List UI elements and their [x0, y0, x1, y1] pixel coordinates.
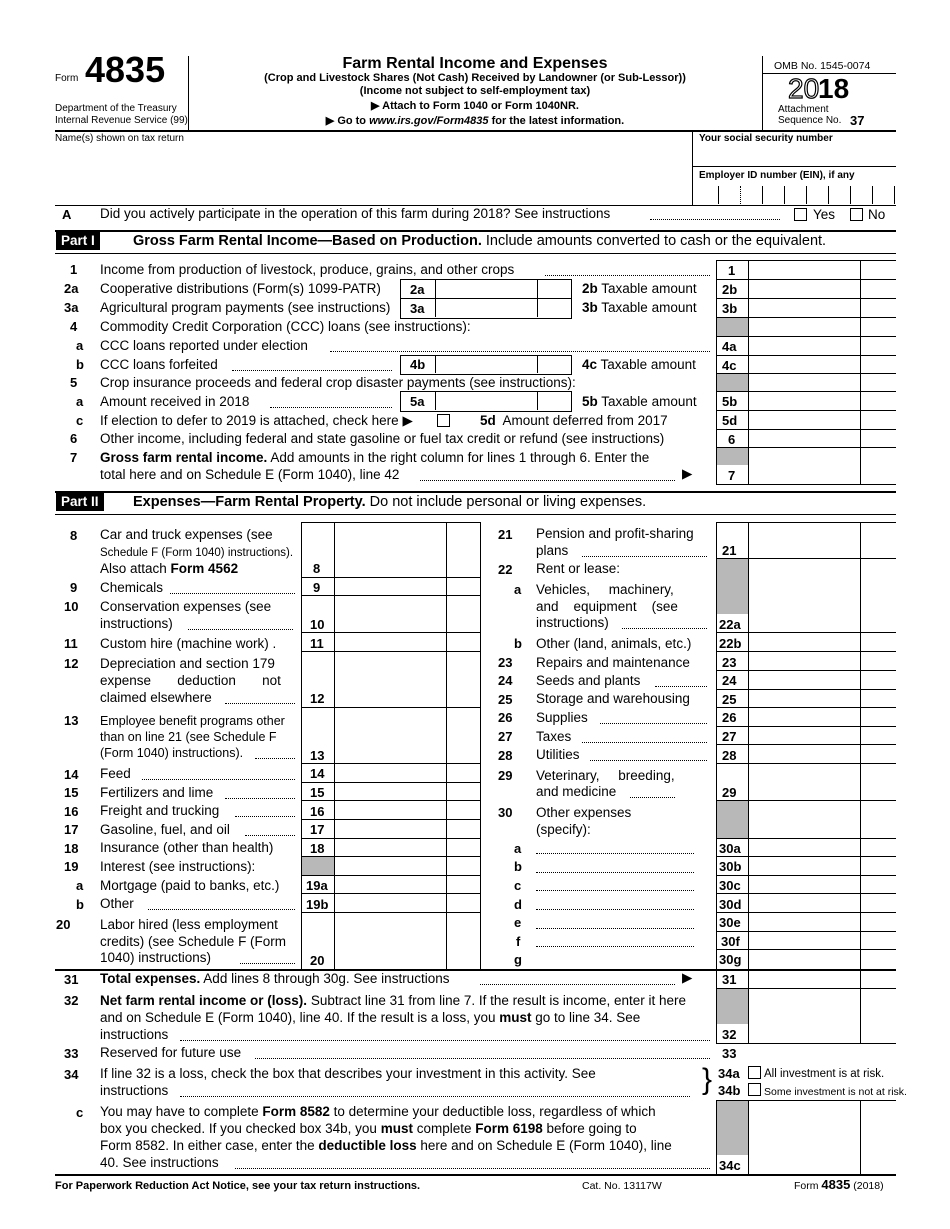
part2-title: Expenses—Farm Rental Property. Do not include personal or living expenses. — [133, 494, 647, 510]
tax-year-suffix: 18 — [818, 73, 850, 104]
line-2b-amount[interactable] — [750, 280, 859, 297]
line-30a-amount[interactable] — [750, 839, 859, 855]
line-3b-amount[interactable] — [750, 299, 859, 316]
line-32-amount[interactable] — [750, 989, 859, 1042]
line-29-text-1: Veterinary, breeding, — [536, 768, 675, 783]
line-23-num: 23 — [498, 655, 513, 670]
line-3a-amount[interactable] — [437, 299, 536, 316]
line-34c-text-1: You may have to complete Form 8582 to determine your deductible loss, regardless of which — [100, 1104, 656, 1119]
line-22-text: Rent or lease: — [536, 561, 621, 576]
line-34b-label: Some investment is not at risk. — [764, 1086, 907, 1098]
line-4a-num: a — [76, 338, 84, 353]
sequence-label: Sequence No. — [778, 115, 842, 126]
line-32-text-2: and on Schedule E (Form 1040), line 40. If the result is a loss, you must go to line 34. See — [100, 1010, 641, 1025]
line-30g-num: g — [514, 952, 522, 967]
line-15-text: Fertilizers and lime — [100, 785, 214, 800]
box-5d: 5d — [722, 413, 738, 428]
line-12-text-3: claimed elsewhere — [100, 690, 212, 705]
no-checkbox[interactable] — [850, 208, 863, 221]
line-29-text-2: and medicine — [536, 784, 617, 799]
footer-cat-number: Cat. No. 13117W — [582, 1180, 662, 1192]
footer-paperwork-notice: For Paperwork Reduction Act Notice, see your tax return instructions. — [55, 1180, 421, 1192]
goto-instruction: ▶ Go to www.irs.gov/Form4835 for the latest information. — [325, 115, 625, 127]
line-14-num: 14 — [64, 767, 79, 782]
line-29-amount[interactable] — [750, 764, 859, 799]
line-5a-amount[interactable] — [437, 392, 536, 409]
line-17-text: Gasoline, fuel, and oil — [100, 822, 230, 837]
box-25: 25 — [722, 692, 737, 707]
line-4c-label: 4c Taxable amount — [582, 357, 696, 372]
question-a-text: Did you actively participate in the operation of this farm during 2018? See instructions — [100, 206, 611, 221]
line-16-amount[interactable] — [336, 801, 445, 818]
line-20-num: 20 — [56, 917, 71, 932]
line-30d-amount[interactable] — [750, 894, 859, 911]
line-30c-amount[interactable] — [750, 876, 859, 892]
line-5d-amount[interactable] — [750, 411, 859, 428]
box-13: 13 — [310, 748, 325, 763]
line-10-text-2: instructions) — [100, 616, 173, 631]
box-10: 10 — [310, 617, 325, 632]
line-20-text-2: credits) (see Schedule F (Form — [100, 934, 287, 949]
line-22a-text-3: instructions) — [536, 615, 609, 630]
line-19b-num: b — [76, 897, 84, 912]
box-30b: 30b — [719, 859, 742, 874]
line-26-text: Supplies — [536, 710, 588, 725]
box-21: 21 — [722, 543, 737, 558]
line-1-num: 1 — [70, 262, 78, 277]
box-24: 24 — [722, 673, 737, 688]
box-33: 33 — [722, 1046, 737, 1061]
line-1-amount[interactable] — [750, 261, 859, 278]
box-34b: 34b — [718, 1083, 741, 1098]
line-10-amount[interactable] — [336, 596, 445, 631]
line-18-amount[interactable] — [336, 839, 445, 855]
line-22b-text: Other (land, animals, etc.) — [536, 636, 692, 651]
line-22-num: 22 — [498, 562, 513, 577]
line-3b-label: 3b Taxable amount — [582, 300, 697, 315]
form-subtitle-1: (Crop and Livestock Shares (Not Cash) Received by Landowner (or Sub-Lessor)) — [264, 72, 686, 84]
line-4b-num: b — [76, 357, 84, 372]
line-19-text: Interest (see instructions): — [100, 859, 256, 874]
line-30a-specify[interactable] — [536, 853, 694, 854]
line-21-text-2: plans — [536, 543, 569, 558]
line-34a-label: All investment is at risk. — [764, 1068, 885, 1080]
line-10-text-1: Conservation expenses (see — [100, 599, 272, 614]
line-20-text-1: Labor hired (less employment — [100, 917, 278, 932]
line-30b-specify[interactable] — [536, 872, 694, 873]
line-34-brace: } — [702, 1063, 713, 1096]
line-3a-text: Agricultural program payments (see instructions) — [100, 300, 391, 315]
box-29: 29 — [722, 785, 737, 800]
box-30f: 30f — [721, 934, 740, 949]
box-5b: 5b — [722, 394, 738, 409]
line-32-num: 32 — [64, 993, 79, 1008]
form-title: Farm Rental Income and Expenses — [342, 55, 608, 72]
line-32-text-1: Net farm rental income or (loss). Subtract line 31 from line 7. If the result is income, enter it here — [100, 993, 686, 1008]
line-2a-text: Cooperative distributions (Form(s) 1099-PATR) — [100, 281, 381, 296]
line-21-num: 21 — [498, 527, 513, 542]
line-23-text: Repairs and maintenance — [536, 655, 690, 670]
line-8-amount[interactable] — [336, 523, 445, 576]
line-16-text: Freight and trucking — [100, 803, 220, 818]
line-7-num: 7 — [70, 450, 78, 465]
box-34c: 34c — [719, 1158, 741, 1173]
attachment-label: Attachment — [778, 104, 829, 115]
line-8-text-3: Also attach Form 4562 — [100, 561, 239, 576]
line-15-num: 15 — [64, 785, 79, 800]
line-30f-specify[interactable] — [536, 946, 694, 947]
box-26: 26 — [722, 710, 737, 725]
box-9: 9 — [313, 580, 321, 595]
line-30b-amount[interactable] — [750, 857, 859, 874]
line-29-num: 29 — [498, 768, 513, 783]
line-25-amount[interactable] — [750, 690, 859, 706]
box-31: 31 — [722, 972, 737, 987]
line-11-text: Custom hire (machine work) . — [100, 636, 277, 651]
line-9-num: 9 — [70, 580, 78, 595]
line-34c-text-4: 40. See instructions — [100, 1155, 219, 1170]
line-4b-text: CCC loans forfeited — [100, 357, 218, 372]
line-34a-checkbox[interactable] — [748, 1066, 761, 1079]
box-5a: 5a — [410, 394, 425, 409]
line-7-arrow-icon: ▶ — [682, 466, 693, 481]
line-19b-amount[interactable] — [336, 894, 445, 911]
line-31-text: Total expenses. Add lines 8 through 30g. See instructions — [100, 971, 450, 986]
line-12-num: 12 — [64, 656, 79, 671]
line-30d-num: d — [514, 897, 522, 912]
yes-label: Yes — [813, 207, 836, 222]
line-34c-amount[interactable] — [750, 1101, 859, 1173]
line-23-amount[interactable] — [750, 652, 859, 669]
box-6: 6 — [728, 432, 736, 447]
box-30d: 30d — [719, 897, 742, 912]
line-6-num: 6 — [70, 431, 78, 446]
line-10-num: 10 — [64, 599, 79, 614]
line-34-text-1: If line 32 is a loss, check the box that describes your investment in this activity. See — [100, 1066, 596, 1081]
name-field[interactable] — [55, 145, 690, 205]
line-25-text: Storage and warehousing — [536, 691, 690, 706]
line-34c-num: c — [76, 1105, 84, 1120]
line-18-num: 18 — [64, 841, 79, 856]
box-19b: 19b — [306, 897, 329, 912]
line-2a-amount[interactable] — [437, 280, 536, 297]
line-1-text: Income from production of livestock, produce, grains, and other crops — [100, 262, 515, 277]
box-20: 20 — [310, 953, 325, 968]
box-18: 18 — [310, 841, 325, 856]
line-5a-num: a — [76, 394, 84, 409]
line-30b-num: b — [514, 859, 522, 874]
dept-line-1: Department of the Treasury — [55, 103, 177, 114]
line-19-num: 19 — [64, 859, 79, 874]
line-33-text: Reserved for future use — [100, 1045, 242, 1060]
line-30f-num: f — [516, 934, 521, 949]
line-13-text-2: than on line 21 (see Schedule F — [100, 730, 277, 744]
line-11-num: 11 — [64, 636, 78, 651]
line-14-text: Feed — [100, 766, 131, 781]
line-7-text-2: total here and on Schedule E (Form 1040), line 42 — [100, 467, 400, 482]
line-30-num: 30 — [498, 805, 513, 820]
line-26-amount[interactable] — [750, 708, 859, 725]
box-30c: 30c — [719, 878, 741, 893]
line-21-amount[interactable] — [750, 523, 859, 557]
line-31-amount[interactable] — [750, 971, 859, 987]
line-30e-specify[interactable] — [536, 928, 694, 929]
box-11: 11 — [310, 636, 324, 651]
box-4c: 4c — [722, 358, 737, 373]
ssn-field[interactable] — [695, 146, 895, 164]
line-12-text-2: expense deduction not — [100, 673, 281, 688]
line-4b-amount[interactable] — [437, 356, 536, 372]
line-30g-amount[interactable] — [750, 950, 859, 969]
line-34c-text-3: Form 8582. In either case, enter the deductible loss here and on Schedule E (Form 1040), line — [100, 1138, 672, 1153]
line-11-amount[interactable] — [336, 633, 445, 650]
line-4a-amount[interactable] — [750, 337, 859, 354]
line-22a-text-2: and equipment (see — [536, 599, 678, 614]
sequence-number: 37 — [850, 113, 865, 128]
line-19a-text: Mortgage (paid to banks, etc.) — [100, 878, 280, 893]
line-5d-label: 5d Amount deferred from 2017 — [480, 413, 668, 428]
box-7: 7 — [728, 468, 736, 483]
line-27-text: Taxes — [536, 729, 572, 744]
line-4-num: 4 — [70, 319, 78, 334]
line-31-arrow-icon: ▶ — [682, 970, 693, 985]
ein-field[interactable] — [695, 184, 895, 204]
ssn-label: Your social security number — [699, 133, 833, 144]
line-28-num: 28 — [498, 748, 513, 763]
box-19a: 19a — [306, 878, 328, 893]
question-a-letter: A — [62, 207, 72, 222]
line-7-amount[interactable] — [750, 448, 859, 483]
line-30d-specify[interactable] — [536, 909, 694, 910]
box-2a: 2a — [410, 282, 425, 297]
line-30e-amount[interactable] — [750, 913, 859, 930]
line-17-amount[interactable] — [336, 820, 445, 837]
box-28: 28 — [722, 748, 737, 763]
line-22a-num: a — [514, 582, 522, 597]
line-24-amount[interactable] — [750, 671, 859, 688]
tax-year-prefix: 20 — [788, 73, 820, 104]
line-4-text: Commodity Credit Corporation (CCC) loans (see instructions): — [100, 319, 471, 334]
line-14-amount[interactable] — [336, 764, 445, 781]
box-32: 32 — [722, 1027, 737, 1042]
line-13-num: 13 — [64, 713, 79, 728]
form-subtitle-2: (Income not subject to self-employment tax) — [359, 85, 591, 97]
line-13-text-3: (Form 1040) instructions). — [100, 746, 244, 760]
part1-title: Gross Farm Rental Income—Based on Production. Include amounts converted to cash or the equivalent. — [133, 233, 827, 249]
box-14: 14 — [310, 766, 325, 781]
box-8: 8 — [313, 561, 321, 576]
footer-form-id: Form 4835 (2018) — [794, 1177, 884, 1192]
line-4c-amount[interactable] — [750, 356, 859, 372]
line-30c-specify[interactable] — [536, 890, 694, 891]
box-34a: 34a — [718, 1066, 740, 1081]
line-26-num: 26 — [498, 710, 513, 725]
no-label: No — [868, 207, 886, 222]
box-12: 12 — [310, 691, 325, 706]
line-30-text-2: (specify): — [536, 822, 591, 837]
line-34-num: 34 — [64, 1067, 79, 1082]
box-3b: 3b — [722, 301, 738, 316]
line-5c-checkbox[interactable] — [437, 414, 450, 427]
line-5b-label: 5b Taxable amount — [582, 394, 697, 409]
box-22a: 22a — [719, 617, 741, 632]
box-1: 1 — [728, 263, 736, 278]
line-21-text-1: Pension and profit-sharing — [536, 526, 694, 541]
line-34-text-2: instructions — [100, 1083, 169, 1098]
line-30a-num: a — [514, 841, 522, 856]
line-16-num: 16 — [64, 804, 79, 819]
line-32-text-3: instructions — [100, 1027, 169, 1042]
line-27-amount[interactable] — [750, 727, 859, 743]
part1-badge: Part I — [56, 232, 100, 250]
line-30e-num: e — [514, 915, 522, 930]
line-5b-amount[interactable] — [750, 392, 859, 409]
box-15: 15 — [310, 785, 325, 800]
line-28-amount[interactable] — [750, 745, 859, 762]
line-12-amount[interactable] — [336, 652, 445, 706]
irs-url-link[interactable]: www.irs.gov/Form4835 — [369, 115, 489, 127]
form-word: Form — [55, 73, 79, 84]
form-number: 4835 — [85, 49, 166, 90]
ein-label: Employer ID number (EIN), if any — [699, 170, 855, 181]
line-30c-num: c — [514, 878, 522, 893]
line-6-amount[interactable] — [750, 430, 859, 446]
line-34b-checkbox[interactable] — [748, 1083, 761, 1096]
box-30a: 30a — [719, 841, 741, 856]
omb-number: OMB No. 1545-0074 — [774, 60, 871, 72]
line-2b-label: 2b Taxable amount — [582, 281, 697, 296]
line-34c-text-2: box you checked. If you checked box 34b, you must complete Form 6198 before going to — [100, 1121, 637, 1136]
box-4b: 4b — [410, 357, 426, 372]
line-22b-amount[interactable] — [750, 633, 859, 650]
line-5-num: 5 — [70, 375, 78, 390]
name-label: Name(s) shown on tax return — [55, 133, 184, 144]
line-19b-text: Other — [100, 896, 134, 911]
line-15-amount[interactable] — [336, 783, 445, 799]
line-28-text: Utilities — [536, 747, 580, 762]
line-7-text: Gross farm rental income. Add amounts in the right column for lines 1 through 6. Enter the — [100, 450, 650, 465]
line-25-num: 25 — [498, 692, 513, 707]
line-22a-text-1: Vehicles, machinery, — [536, 582, 674, 597]
line-30-text-1: Other expenses — [536, 805, 632, 820]
dept-line-2: Internal Revenue Service (99) — [55, 115, 188, 126]
box-4a: 4a — [722, 339, 737, 354]
box-3a: 3a — [410, 301, 425, 316]
line-2a-num: 2a — [64, 281, 79, 296]
line-22a-amount[interactable] — [750, 615, 859, 631]
line-6-text: Other income, including federal and state gasoline or fuel tax credit or refund (see instructions) — [100, 431, 665, 446]
line-20-amount[interactable] — [336, 913, 445, 969]
box-16: 16 — [310, 804, 325, 819]
line-8-text-2: Schedule F (Form 1040) instructions). — [100, 547, 294, 559]
line-5-text: Crop insurance proceeds and federal crop disaster payments (see instructions): — [100, 375, 576, 390]
box-30e: 30e — [719, 915, 741, 930]
line-5a-text: Amount received in 2018 — [100, 394, 250, 409]
line-19a-num: a — [76, 878, 84, 893]
box-23: 23 — [722, 655, 737, 670]
line-5c-text: If election to defer to 2019 is attached, check here ▶ — [100, 413, 413, 428]
line-8-num: 8 — [70, 528, 78, 543]
attach-instruction: ▶ Attach to Form 1040 or Form 1040NR. — [371, 100, 579, 112]
box-17: 17 — [310, 822, 325, 837]
line-24-text: Seeds and plants — [536, 673, 641, 688]
yes-checkbox[interactable] — [794, 208, 807, 221]
line-12-text-1: Depreciation and section 179 — [100, 656, 275, 671]
line-5c-num: c — [76, 413, 84, 428]
line-9-amount[interactable] — [336, 578, 445, 594]
line-30f-amount[interactable] — [750, 932, 859, 948]
line-8-text-1: Car and truck expenses (see — [100, 527, 273, 542]
line-18-text: Insurance (other than health) — [100, 840, 274, 855]
line-13-text-1: Employee benefit programs other — [100, 714, 285, 728]
part2-badge: Part II — [56, 493, 104, 511]
box-22b: 22b — [719, 636, 742, 651]
line-9-text: Chemicals — [100, 580, 164, 595]
line-13-amount[interactable] — [336, 708, 445, 762]
line-33-num: 33 — [64, 1046, 79, 1061]
line-17-num: 17 — [64, 822, 79, 837]
line-20-text-3: 1040) instructions) — [100, 950, 212, 965]
box-30g: 30g — [719, 952, 742, 967]
line-24-num: 24 — [498, 673, 513, 688]
line-4a-text: CCC loans reported under election — [100, 338, 308, 353]
box-27: 27 — [722, 729, 737, 744]
line-22b-num: b — [514, 636, 522, 651]
line-3a-num: 3a — [64, 300, 79, 315]
box-2b: 2b — [722, 282, 738, 297]
line-19a-amount[interactable] — [336, 876, 445, 892]
line-27-num: 27 — [498, 729, 513, 744]
line-31-num: 31 — [64, 972, 79, 987]
